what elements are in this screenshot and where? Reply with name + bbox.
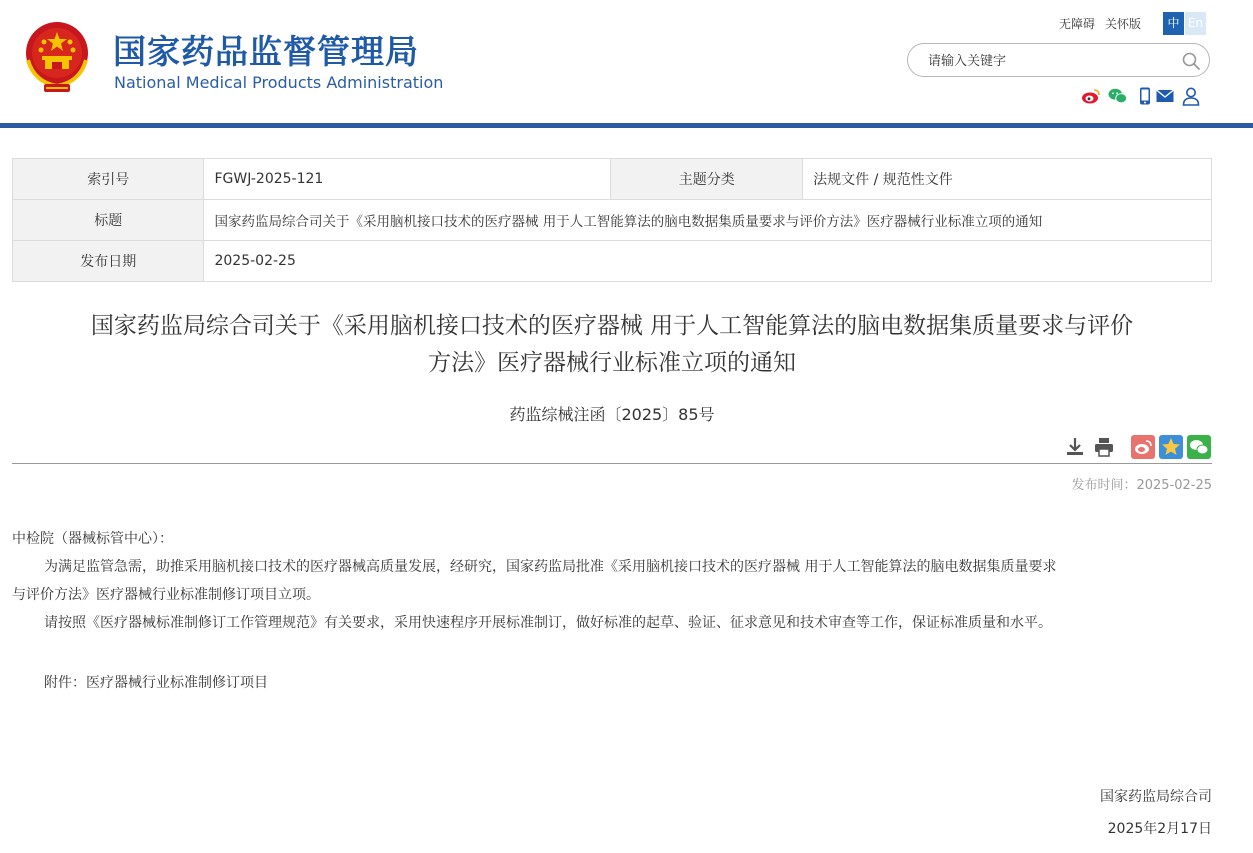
mobile-icon[interactable] bbox=[1135, 86, 1155, 106]
article-divider bbox=[12, 463, 1212, 464]
search-icon[interactable] bbox=[1181, 51, 1201, 71]
search-box bbox=[907, 43, 1210, 77]
paragraph: 为满足监管急需，助推采用脑机接口技术的医疗器械高质量发展，经研究，国家药监局批准《采用脑机接口技术的医疗器械 用于人工智能算法的脑电数据集质量要求 bbox=[44, 559, 1057, 575]
elderly-mode-link[interactable]: 关怀版 bbox=[1105, 17, 1142, 31]
category-value: 法规文件 / 规范性文件 bbox=[803, 159, 1212, 200]
article-title bbox=[12, 308, 1212, 382]
salutation: 中检院（器械标管中心）： bbox=[12, 531, 173, 547]
article-body bbox=[12, 525, 1212, 697]
site-header bbox=[0, 0, 1253, 124]
print-icon[interactable] bbox=[1093, 436, 1115, 458]
publish-time: 发布时间：2025-02-25 bbox=[1071, 478, 1212, 493]
weibo-icon[interactable] bbox=[1081, 86, 1101, 106]
table-row bbox=[13, 200, 1212, 241]
paragraph-continuation: 与评价方法》医疗器械行业标准制修订项目立项。 bbox=[12, 587, 320, 603]
article-title-line: 方法》医疗器械行业标准立项的通知 bbox=[428, 350, 796, 376]
site-title-en: National Medical Products Administration bbox=[114, 73, 444, 92]
table-row bbox=[13, 241, 1212, 282]
weibo-share-icon[interactable] bbox=[1131, 435, 1155, 459]
lang-en-button[interactable]: En bbox=[1185, 12, 1206, 35]
signature: 国家药监局综合司 bbox=[1100, 789, 1212, 805]
category-label: 主题分类 bbox=[611, 159, 803, 200]
accessibility-link[interactable]: 无障碍 bbox=[1059, 17, 1096, 31]
paragraph: 请按照《医疗器械标准制修订工作管理规范》有关要求，采用快速程序开展标准制订，做好标准的起草、验证、征求意见和技术审查等工作，保证标准质量和水平。 bbox=[44, 615, 1052, 631]
date-label: 发布日期 bbox=[13, 241, 204, 282]
sign-date: 2025年2月17日 bbox=[1107, 821, 1212, 837]
document-info-table bbox=[12, 158, 1212, 282]
national-emblem-logo[interactable] bbox=[22, 20, 92, 94]
wechat-icon[interactable] bbox=[1108, 86, 1128, 106]
wechat-share-icon[interactable] bbox=[1187, 435, 1211, 459]
index-label: 索引号 bbox=[13, 159, 204, 200]
search-input[interactable] bbox=[926, 50, 1170, 72]
user-icon[interactable] bbox=[1181, 86, 1201, 106]
header-divider bbox=[0, 123, 1253, 128]
title-value: 国家药监局综合司关于《采用脑机接口技术的医疗器械 用于人工智能算法的脑电数据集质量要求与评价方法》医疗器械行业标准立项的通知 bbox=[204, 200, 1212, 241]
attachment-link[interactable]: 附件：医疗器械行业标准制修订项目 bbox=[44, 675, 268, 691]
document-number: 药监综械注函〔2025〕85号 bbox=[509, 405, 715, 424]
article-title-line: 国家药监局综合司关于《采用脑机接口技术的医疗器械 用于人工智能算法的脑电数据集质量要求与评价 bbox=[90, 313, 1134, 339]
mail-icon[interactable] bbox=[1155, 86, 1175, 106]
favorite-share-icon[interactable] bbox=[1159, 435, 1183, 459]
lang-zh-button[interactable]: 中 bbox=[1163, 12, 1184, 35]
date-value: 2025-02-25 bbox=[204, 241, 1212, 282]
index-value: FGWJ-2025-121 bbox=[204, 159, 611, 200]
title-label: 标题 bbox=[13, 200, 204, 241]
download-icon[interactable] bbox=[1064, 436, 1086, 458]
table-row bbox=[13, 159, 1212, 200]
site-title-cn: 国家药品监督管理局 bbox=[113, 32, 419, 71]
